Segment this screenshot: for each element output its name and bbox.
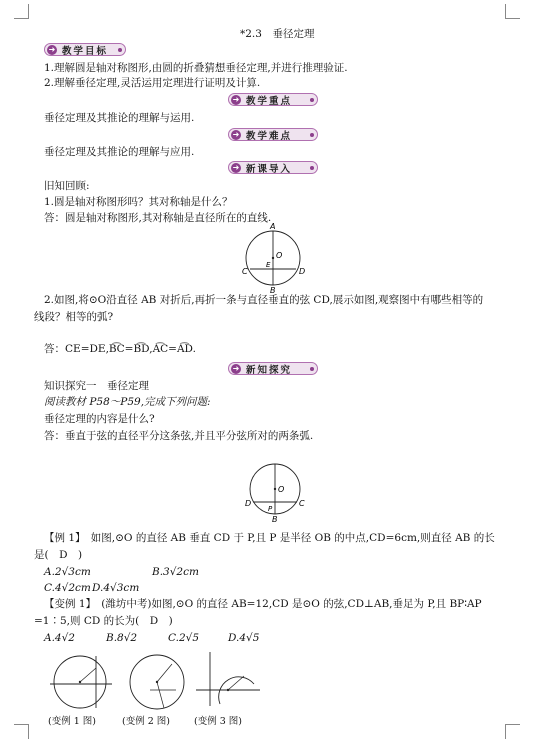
answer-3: 答：垂直于弦的直径平分这条弦,并且平分弦所对的两条弧. [44, 430, 314, 442]
fig2-label-C: C [299, 499, 305, 508]
dot-icon [118, 48, 122, 52]
crop-mark-top-left [14, 4, 29, 19]
caption-variant-1: (变例 1 图) [48, 716, 96, 727]
crop-mark-bottom-left [14, 724, 29, 739]
goal-1: 1.理解圆是轴对称图形,由圆的折叠猜想垂径定理,并进行推理验证. [44, 62, 348, 74]
section-header-key: ➜ 教学重点 [228, 93, 318, 106]
section-header-explore: ➜ 新知探究 [228, 362, 318, 375]
variant-1-option-b: B.8√2 [106, 632, 138, 644]
question-1: 1.圆是轴对称图形吗？其对称轴是什么？ [44, 196, 233, 208]
example-1-option-b: B.3√2cm [152, 566, 199, 578]
key-text: 垂径定理及其推论的理解与运用. [44, 112, 195, 124]
arrow-right-icon: ➜ [232, 129, 240, 139]
reading-task: 阅读教材 P58～P59,完成下列问题: [44, 396, 211, 408]
fig2-label-B: B [272, 515, 278, 524]
question-3: 垂径定理的内容是什么? [44, 413, 155, 425]
fig2-label-P: P [268, 505, 273, 513]
example-1-line-1: 【例 1】 如图,⊙O 的直径 AB 垂直 CD 于 P,且 P 是半径 OB 的中点,CD=6cm,则直径 AB 的长 [44, 532, 495, 544]
example-1-option-d: D.4√3cm [92, 582, 140, 594]
arrow-right-icon: ➜ [232, 162, 240, 172]
variant-1-option-d: D.4√5 [228, 632, 260, 644]
section-header-goal: ➜ 教学目标 [44, 43, 126, 56]
review-heading: 旧知回顾: [44, 180, 90, 192]
question-2-line-1: 2.如图,将⊙O沿直径 AB 对折后,再折一条与直径垂直的弦 CD,展示如图,观察图中有哪些相等的 [44, 294, 484, 306]
dot-icon [310, 98, 314, 102]
difficulty-text: 垂径定理及其推论的理解与应用. [44, 146, 195, 158]
caption-variant-3: (变例 3 图) [194, 716, 242, 727]
fig1-label-B: B [270, 286, 276, 294]
variant-1-line-1: 【变例 1】 (潍坊中考)如图,⊙O 的直径 AB=12,CD 是⊙O 的弦,CD⊥AB,垂足为 P,且 BP∶AP [44, 598, 482, 610]
example-1-option-c: C.4√2cm [44, 582, 91, 594]
fig2-label-O: O [278, 485, 285, 494]
goal-2: 2.理解垂径定理,灵活运用定理进行证明及计算. [44, 77, 261, 89]
variant-figure-1 [46, 650, 116, 712]
fig1-label-A: A [270, 222, 276, 231]
crop-mark-top-right [505, 4, 520, 19]
variant-1-option-c: C.2√5 [168, 632, 200, 644]
explore-title: 知识探究一 垂径定理 [44, 380, 149, 392]
section-header-intro: ➜ 新课导入 [228, 161, 318, 174]
circle-figure-2 [242, 458, 308, 524]
variant-figure-3 [192, 648, 264, 710]
arrow-right-icon: ➜ [232, 363, 240, 373]
answer-1: 答：圆是轴对称图形,其对称轴是直径所在的直线. [44, 212, 272, 224]
caption-variant-2: (变例 2 图) [122, 716, 170, 727]
variant-figure-2 [124, 650, 190, 712]
fig1-label-E: E [266, 261, 271, 269]
dot-icon [310, 133, 314, 137]
page-title: *2.3 垂径定理 [240, 28, 315, 40]
answer-2: 答：CE=DE,B͡C=B͡D,A͡C=A͡D. [44, 343, 196, 355]
crop-mark-bottom-right [505, 724, 520, 739]
variant-1-option-a: A.4√2 [44, 632, 75, 644]
circle-figure-1 [236, 222, 314, 294]
question-2-line-2: 线段？相等的弧? [34, 311, 114, 323]
fig1-label-O: O [276, 251, 283, 260]
arrow-right-icon: ➜ [48, 44, 56, 54]
variant-1-line-2: =1∶5,则 CD 的长为( D ) [34, 615, 173, 627]
arrow-right-icon: ➜ [232, 94, 240, 104]
fig2-label-D: D [245, 499, 252, 508]
section-header-difficulty: ➜ 教学难点 [228, 128, 318, 141]
example-1-option-a: A.2√3cm [44, 566, 91, 578]
dot-icon [310, 166, 314, 170]
fig1-label-C: C [242, 267, 248, 276]
dot-icon [310, 367, 314, 371]
fig1-label-D: D [299, 267, 306, 276]
example-1-line-2: 是( D ) [34, 549, 83, 561]
